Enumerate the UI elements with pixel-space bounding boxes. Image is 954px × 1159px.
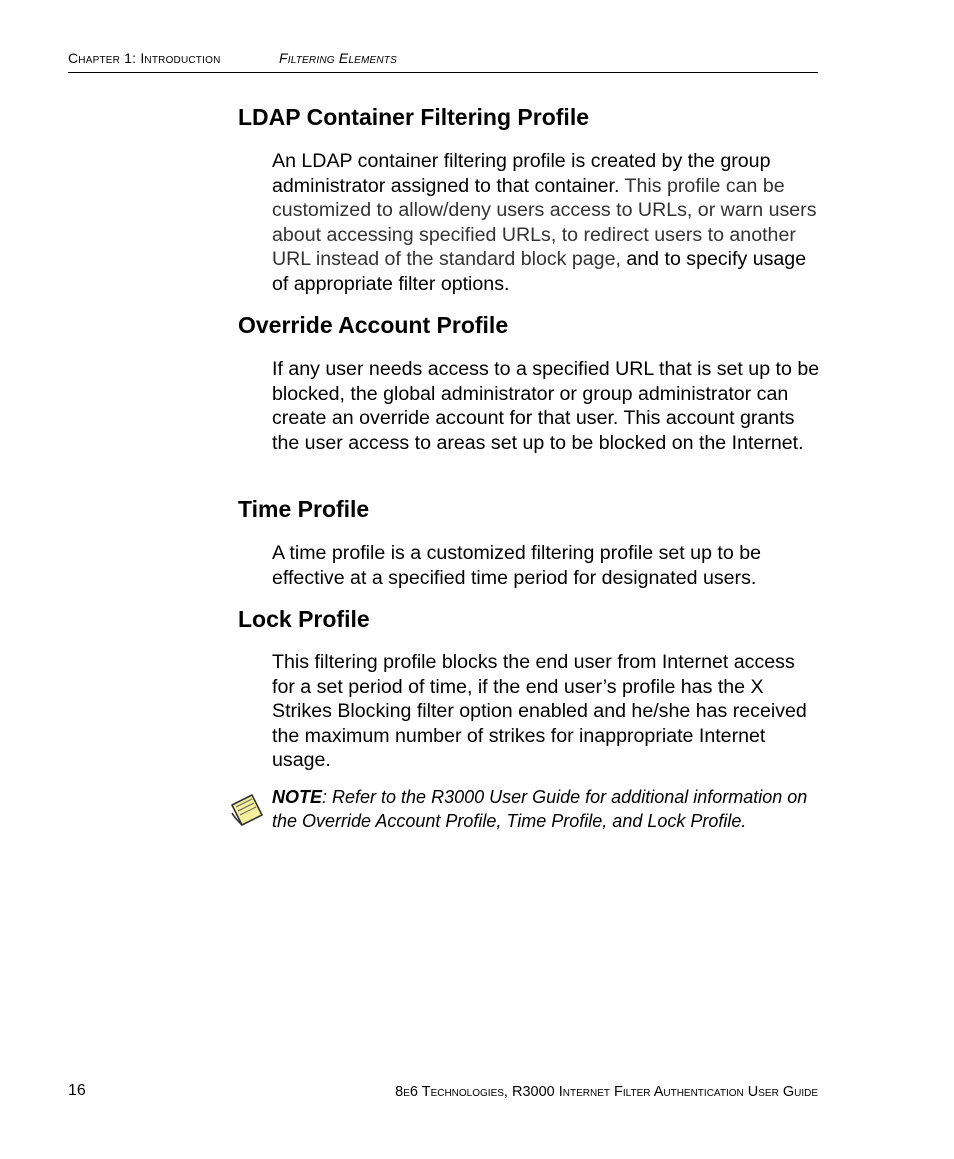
- paragraph-ldap-container: [272, 149, 820, 297]
- header-chapter: Chapter 1: Introduction: [68, 50, 221, 66]
- paragraph-ldap-part-b: This profile can be customized to allow/deny users access to URLs, or warn users about accessing specified URLs, to redirect users to another URL instead of the standard block page,: [272, 174, 817, 271]
- heading-override-account-profile: Override Account Profile: [238, 312, 509, 338]
- heading-ldap-container-filtering-profile: LDAP Container Filtering Profile: [238, 104, 589, 130]
- footer-title: 8e6 Technologies, R3000 Internet Filter Authentication User Guide: [395, 1084, 818, 1100]
- paragraph-override-account: If any user needs access to a specified URL that is set up to be blocked, the global administrator or group administrator can create an override account for that user. This account grants the user access to areas set up to be blocked on the Internet.: [272, 358, 820, 454]
- note-text: [272, 786, 832, 833]
- paragraph-lock-profile: This filtering profile blocks the end user from Internet access for a set period of time, if the end user’s profile has the X Strikes Blocking filter option enabled and he/she has received the maximum number of strikes for inappropriate Internet usage.: [272, 651, 807, 772]
- note-lead: NOTE: [272, 787, 323, 807]
- paragraph-ldap-part-a: An LDAP container filtering profile is created by the group administrator assigned to that container.: [272, 150, 771, 197]
- paragraph-time-profile: A time profile is a customized filtering profile set up to be effective at a specified time period for designated users.: [272, 542, 761, 589]
- header-section: Filtering Elements: [279, 50, 397, 66]
- page-number: 16: [68, 1082, 86, 1099]
- heading-lock-profile: Lock Profile: [238, 606, 370, 632]
- note-pad-icon: [228, 791, 266, 829]
- paragraph-ldap-part-c: and to specify usage of appropriate filter options.: [272, 248, 807, 295]
- heading-time-profile: Time Profile: [238, 496, 370, 522]
- note-body: : Refer to the R3000 User Guide for additional information on the Override Account Profile, Time Profile, and Lock Profile.: [272, 787, 808, 831]
- running-header: [68, 50, 818, 73]
